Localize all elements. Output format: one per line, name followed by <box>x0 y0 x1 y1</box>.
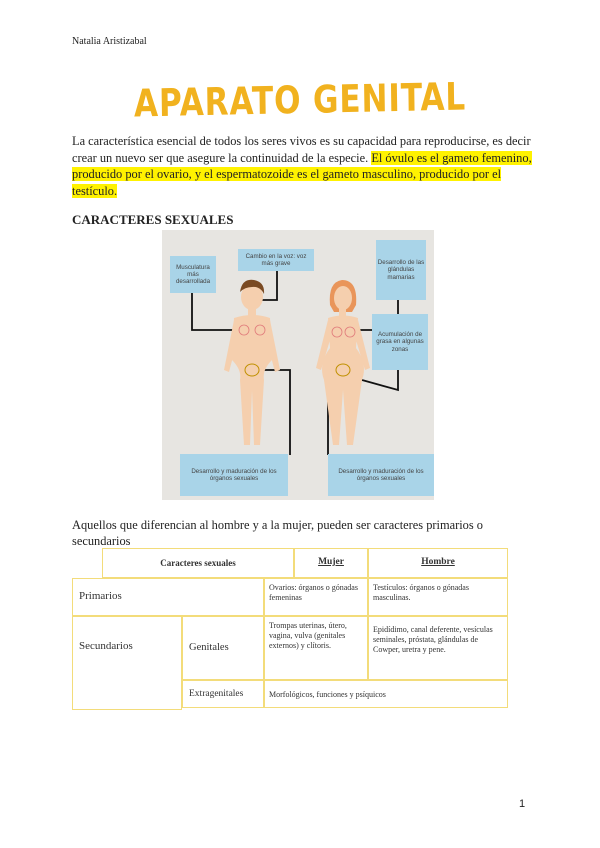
header-mujer: Mujer <box>294 548 368 578</box>
page-title: APARATO GENITAL <box>133 74 467 126</box>
genitales-hombre: Epidídimo, canal deferente, vesículas seminales, próstata, glándulas de Cowper, uretra y pene. <box>368 616 508 680</box>
primarios-mujer: Ovarios: órganos o gónadas femeninas <box>264 578 368 616</box>
sexual-characteristics-table <box>72 548 508 710</box>
extragenitales-text: Morfológicos, funciones y psíquicos <box>264 680 508 708</box>
connector-organos-hombre <box>260 370 290 455</box>
label-organos-mujer: Desarrollo y maduración de los órganos sexuales <box>328 454 434 496</box>
primarios-hombre: Testículos: órganos o gónadas masculinas. <box>368 578 508 616</box>
page-number: 1 <box>519 798 526 810</box>
sexual-characteristics-figure <box>162 230 434 500</box>
label-glandulas: Desarrollo de las glándulas mamarias <box>376 240 426 300</box>
row-secundarios-label: Secundarios <box>72 616 182 710</box>
genitales-mujer: Trompas uterinas, útero, vagina, vulva (genitales externos) y clítoris. <box>264 616 368 680</box>
male-figure <box>224 280 280 445</box>
female-figure <box>316 280 370 445</box>
section-title: CARACTERES SEXUALES <box>72 212 234 227</box>
paragraph-caracteres: Aquellos que diferencian al hombre y a la mujer, pueden ser caracteres primarios o secundarios <box>72 518 483 548</box>
label-voz: Cambio en la voz: voz más grave <box>238 249 314 271</box>
header-hombre: Hombre <box>368 548 508 578</box>
connector-grasa <box>362 370 398 390</box>
extragenitales-label: Extragenitales <box>182 680 264 708</box>
author-name: Natalia Aristizabal <box>72 36 147 47</box>
label-musculatura: Musculatura más desarrollada <box>170 256 216 293</box>
intro-highlight: El óvulo es el gameto femenino, producido por el ovario, y el espermatozoide es el gameto masculino, producido por el testículo. <box>72 150 532 198</box>
intro-text: La característica esencial de todos los seres vivos es su capacidad para reproducirse, es decir crear un nuevo ser que asegure la continuidad de la especie. <box>72 134 531 165</box>
label-grasa: Acumulación de grasa en algunas zonas <box>372 314 428 370</box>
genitales-label: Genitales <box>182 616 264 680</box>
label-organos-hombre: Desarrollo y maduración de los órganos sexuales <box>180 454 288 496</box>
intro-paragraph <box>72 133 532 199</box>
header-caracteres: Caracteres sexuales <box>102 548 294 578</box>
row-primarios-label: Primarios <box>72 578 264 616</box>
